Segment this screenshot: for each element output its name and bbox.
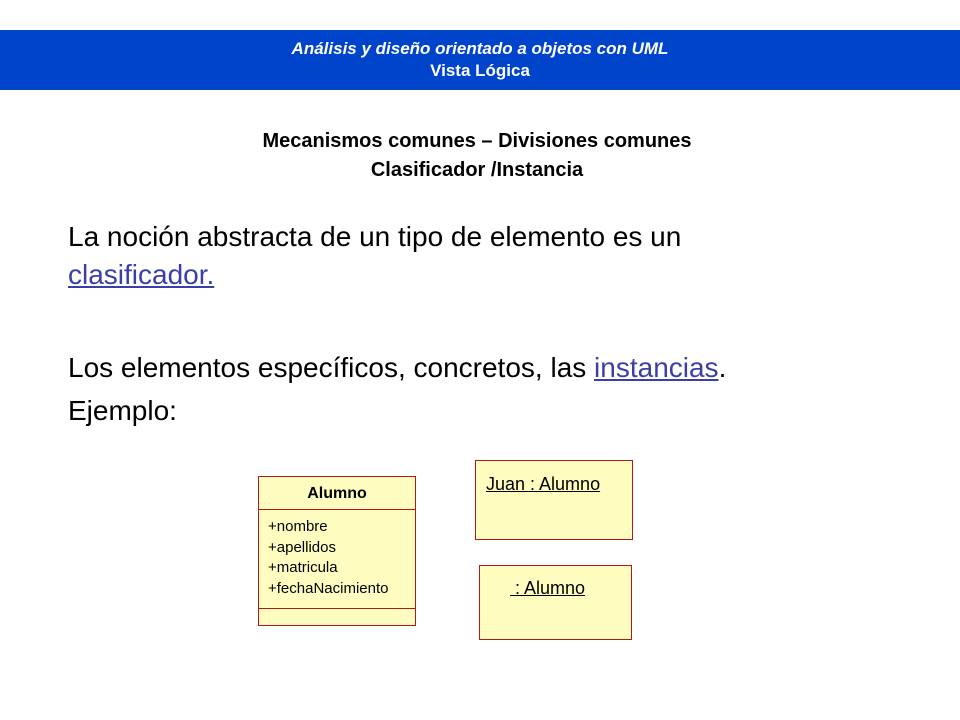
uml-attribute: +matricula	[268, 559, 338, 576]
paragraph-text: La noción abstracta de un tipo de elemento es un	[68, 221, 682, 252]
slide-heading	[0, 127, 954, 185]
uml-object-name: : Alumno	[510, 578, 586, 598]
heading-line-1: Mecanismos comunes – Divisiones comunes	[262, 130, 692, 152]
paragraph-period: .	[718, 352, 727, 383]
uml-object-juan	[475, 460, 633, 540]
paragraph-text: Los elementos específicos, concretos, las	[68, 352, 595, 383]
banner-subtitle: Vista Lógica	[430, 61, 530, 80]
uml-object-name: Juan : Alumno	[486, 474, 601, 494]
uml-attribute-list	[259, 510, 415, 609]
uml-attribute: +apellidos	[268, 538, 336, 556]
instancias-link[interactable]: instancias	[594, 352, 719, 383]
paragraph-clasificador	[68, 218, 828, 294]
paragraph-instancias	[68, 349, 828, 387]
uml-class-name: Alumno	[259, 477, 415, 510]
uml-attribute: +fechaNacimiento	[268, 579, 389, 597]
paragraph-ejemplo: Ejemplo:	[68, 395, 177, 426]
uml-class-alumno	[258, 476, 416, 626]
clasificador-link[interactable]: clasificador.	[68, 259, 215, 290]
uml-attribute: +nombre	[268, 518, 328, 535]
heading-line-2: Clasificador /Instancia	[370, 159, 584, 181]
title-banner	[0, 30, 960, 90]
uml-object-anonymous	[479, 565, 632, 640]
banner-title: Análisis y diseño orientado a objetos con UML	[291, 39, 669, 58]
